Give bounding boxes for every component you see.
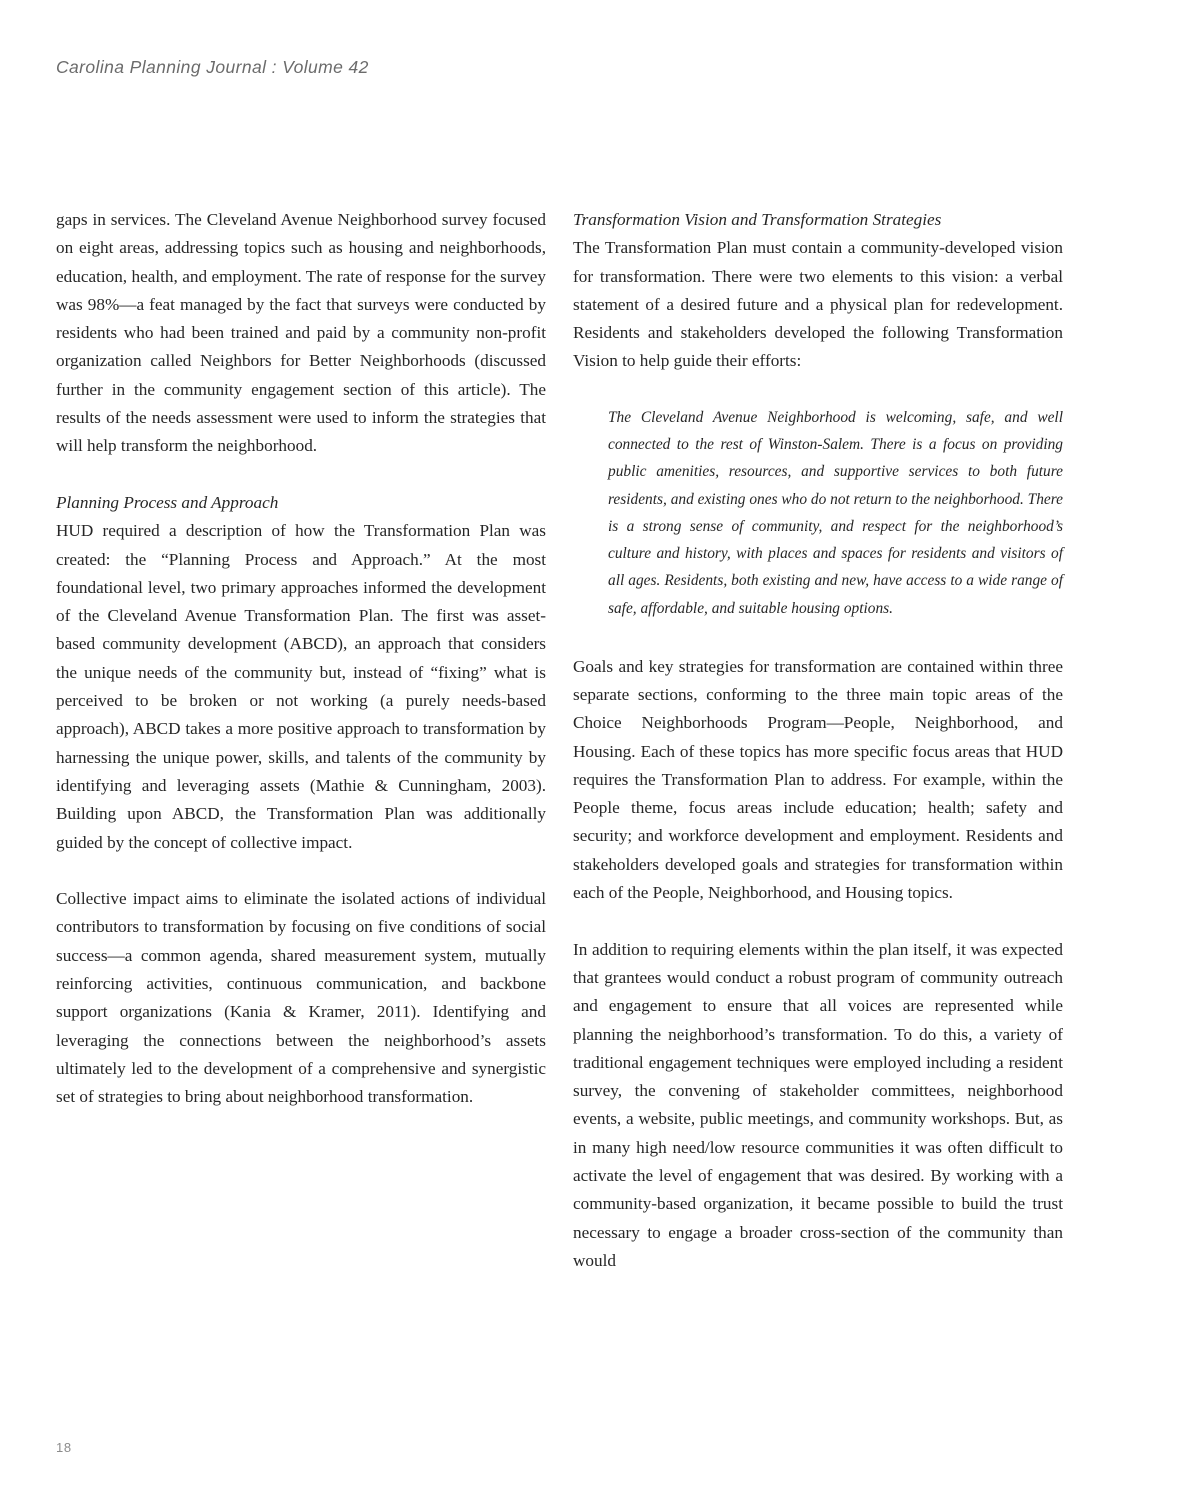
section-heading-planning-process-and-approach: Planning Process and Approach [56,492,279,512]
paragraph: Collective impact aims to eliminate the isolated actions of individual contributors to transformation by focusing on five conditions of social success—a common agenda, shared measurement system, mutually reinforcing activities, continuous communication, and backbone support organizations (Kania & Kramer, 2011). Identifying and leveraging the connections between the neighborhood’s assets ultimately led to the development of a comprehensive and synergistic set of strategies to bring about neighborhood transformation. [56,889,546,1107]
paragraph: Goals and key strategies for transformation are contained within three separate sections, conforming to the three main topic areas of the Choice Neighborhoods Program—People, Neighborhood, and Housing. Each of these topics has more specific focus areas that HUD requires the Transformation Plan to address. For example, within the People theme, focus areas include education; health; safety and security; and workforce development and employment. Residents and stakeholders developed goals and strategies for transformation within each of the People, Neighborhood, and Housing topics. [573,656,1063,903]
paragraph: In addition to requiring elements within the plan itself, it was expected that grantees would conduct a robust program of community outreach and engagement to ensure that all voices are represented while planning the neighborhood’s transformation. To do this, a variety of traditional engagement techniques were employed including a resident survey, the convening of stakeholder committees, neighborhood events, a website, public meetings, and community workshops. But, as in many high need/low resource communities it was often difficult to activate the level of engagement that was desired. By working with a community-based organization, it became possible to build the trust necessary to engage a broader cross-section of the community than would [573,939,1063,1270]
two-column-body [56,206,1064,1275]
paragraph: gaps in services. The Cleveland Avenue Neighborhood survey focused on eight areas, addressing topics such as housing and neighborhoods, education, health, and employment. The rate of response for the survey was 98%—a feat managed by the fact that surveys were conducted by residents who had been trained and paid by a community non-profit organization called Neighbors for Better Neighborhoods (discussed further in the community engagement section of this article). The results of the needs assessment were used to inform the strategies that will help transform the neighborhood. [56,210,546,456]
right-column [573,206,1063,1275]
paragraph: The Transformation Plan must contain a community-developed vision for transformation. There were two elements to this vision: a verbal statement of a desired future and a physical plan for redevelopment. Residents and stakeholders developed the following Transformation Vision to help guide their efforts: [573,238,1063,371]
paragraph: HUD required a description of how the Transformation Plan was created: the “Planning Process and Approach.” At the most foundational level, two primary approaches informed the development of the Cleveland Avenue Transformation Plan. The first was asset-based community development (ABCD), an approach that considers the unique needs of the community but, instead of “fixing” what is perceived to be broken or not working (a purely needs-based approach), ABCD takes a more positive approach to transformation by harnessing the unique power, skills, and talents of the community by identifying and leveraging assets (Mathie & Cunningham, 2003). Building upon ABCD, the Transformation Plan was additionally guided by the concept of collective impact. [56,521,546,852]
running-head: Carolina Planning Journal : Volume 42 [56,57,369,77]
page-number: 18 [56,1440,72,1455]
section-heading-transformation-vision-and-transformation-strategies: Transformation Vision and Transformation Strategies [573,210,942,229]
transformation-vision-blockquote: The Cleveland Avenue Neighborhood is welcoming, safe, and well connected to the rest of Winston-Salem. There is a focus on providing public amenities, resources, and supportive services to both future residents, and existing ones who do not return to the neighborhood. There is a strong sense of community, and respect for the neighborhood’s culture and history, with places and spaces for residents and visitors of all ages. Residents, both existing and new, have access to a wide range of safe, affordable, and suitable housing options. [608,409,1063,617]
left-column [56,206,546,1112]
